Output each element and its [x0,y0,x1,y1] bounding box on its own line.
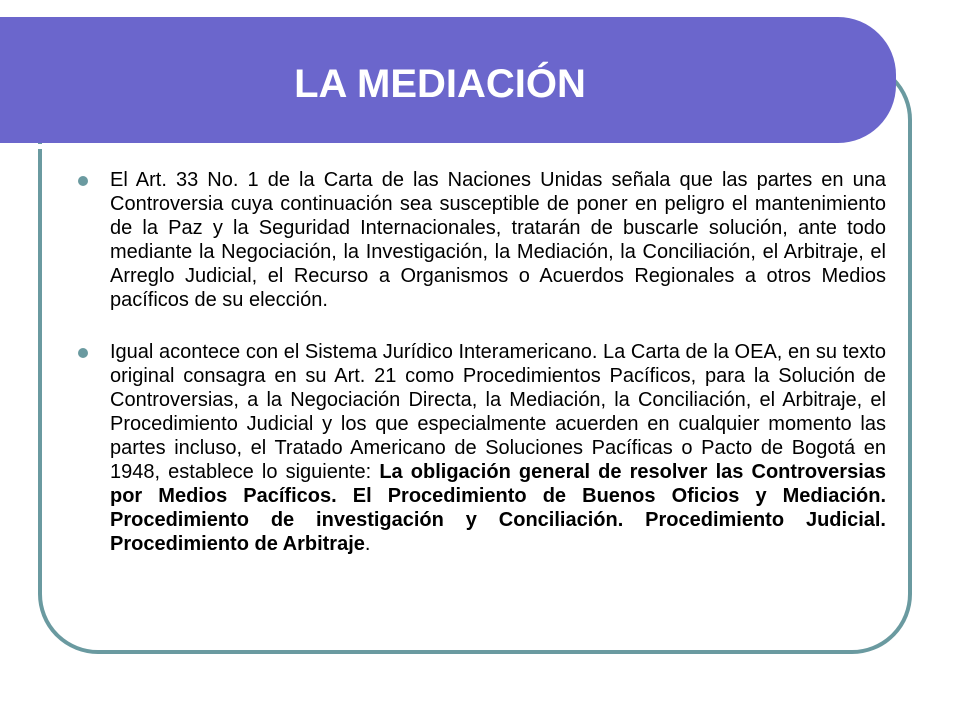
title-underline [0,144,848,149]
bullet-item-1 [78,168,886,312]
slide-title: LA MEDIACIÓN [294,62,586,106]
bullet-dot-icon [78,176,88,186]
bullet-bold-text: La obligación general de resolver las Controversias por Medios Pacíficos. El Procedimiento de Buenos Oficios y Mediación. Procedimiento de investigación y Conciliación. Procedimiento Judicial. Procedimiento de Arbitraje [110,461,886,555]
bullet-text: El Art. 33 No. 1 de la Carta de las Naciones Unidas señala que las partes en una Controversia cuya continuación sea susceptible de poner en peligro el mantenimiento de la Paz y la Seguridad Internacionales, tratarán de buscarle solución, ante todo mediante la Negociación, la Investigación, la Mediación, la Conciliación, el Arbitraje, el Arreglo Judicial, el Recurso a Organismos o Acuerdos Regionales a otros Medios pacíficos de su elección. [110,169,886,311]
bullet-text: Igual acontece con el Sistema Jurídico Interamericano. La Carta de la OEA, en su texto original consagra en su Art. 21 como Procedimientos Pacíficos, para la Solución de Controversias, a la Negociación Directa, la Mediación, la Conciliación, el Arbitraje, el Procedimiento Judicial y los que especialmente acuerden en cualquier momento las partes incluso, el Tratado Americano de Soluciones Pacíficas o Pacto de Bogotá en 1948, establece lo siguiente: [110,341,886,483]
bullet-item-2 [78,340,886,556]
title-banner [0,17,896,143]
bullet-end-text: . [364,533,371,555]
bullet-dot-icon [78,348,88,358]
slide-content [78,168,886,556]
